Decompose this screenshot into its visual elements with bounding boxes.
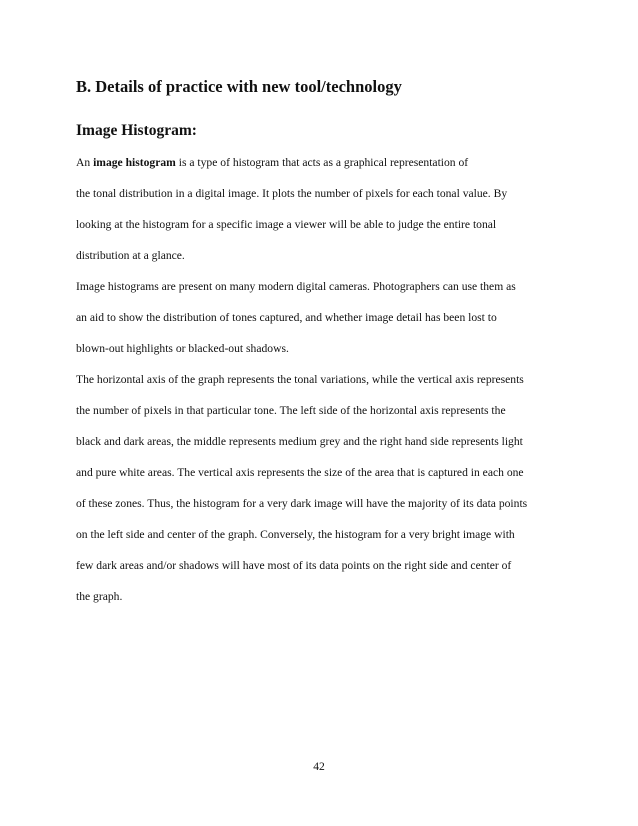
paragraph-line: on the left side and center of the graph. Conversely, the histogram for a very bright image with	[76, 528, 515, 541]
paragraph-line: the number of pixels in that particular tone. The left side of the horizontal axis represents the	[76, 404, 506, 417]
bold-term: image histogram	[93, 156, 176, 169]
line-prefix: An	[76, 156, 94, 169]
paragraph-line: and pure white areas. The vertical axis represents the size of the area that is captured in each one	[76, 466, 524, 479]
paragraph-line: of these zones. Thus, the histogram for a very dark image will have the majority of its data points	[76, 497, 528, 510]
paragraph-line	[76, 147, 566, 178]
paragraph-line: few dark areas and/or shadows will have most of its data points on the right side and center of	[76, 559, 512, 572]
paragraph-axes	[76, 364, 566, 612]
paragraph-cameras	[76, 271, 566, 364]
paragraph-line: looking at the histogram for a specific image a viewer will be able to judge the entire tonal	[76, 218, 497, 231]
page-number: 42	[313, 760, 325, 773]
paragraph-line: the graph.	[76, 590, 123, 603]
paragraph-line: distribution at a glance.	[76, 249, 185, 262]
sub-heading: Image Histogram:	[76, 122, 197, 139]
paragraph-line: Image histograms are present on many modern digital cameras. Photographers can use them as	[76, 280, 516, 293]
paragraph-line: black and dark areas, the middle represents medium grey and the right hand side represents light	[76, 435, 523, 448]
paragraph-line: blown-out highlights or blacked-out shadows.	[76, 342, 289, 355]
section-heading: B. Details of practice with new tool/technology	[76, 77, 402, 96]
paragraph-intro	[76, 147, 566, 271]
paragraph-line: the tonal distribution in a digital image. It plots the number of pixels for each tonal value. By	[76, 187, 508, 200]
paragraph-line: an aid to show the distribution of tones captured, and whether image detail has been lost to	[76, 311, 497, 324]
paragraph-line: The horizontal axis of the graph represents the tonal variations, while the vertical axis represents	[76, 373, 524, 386]
line-rest: is a type of histogram that acts as a graphical representation of	[175, 156, 469, 169]
